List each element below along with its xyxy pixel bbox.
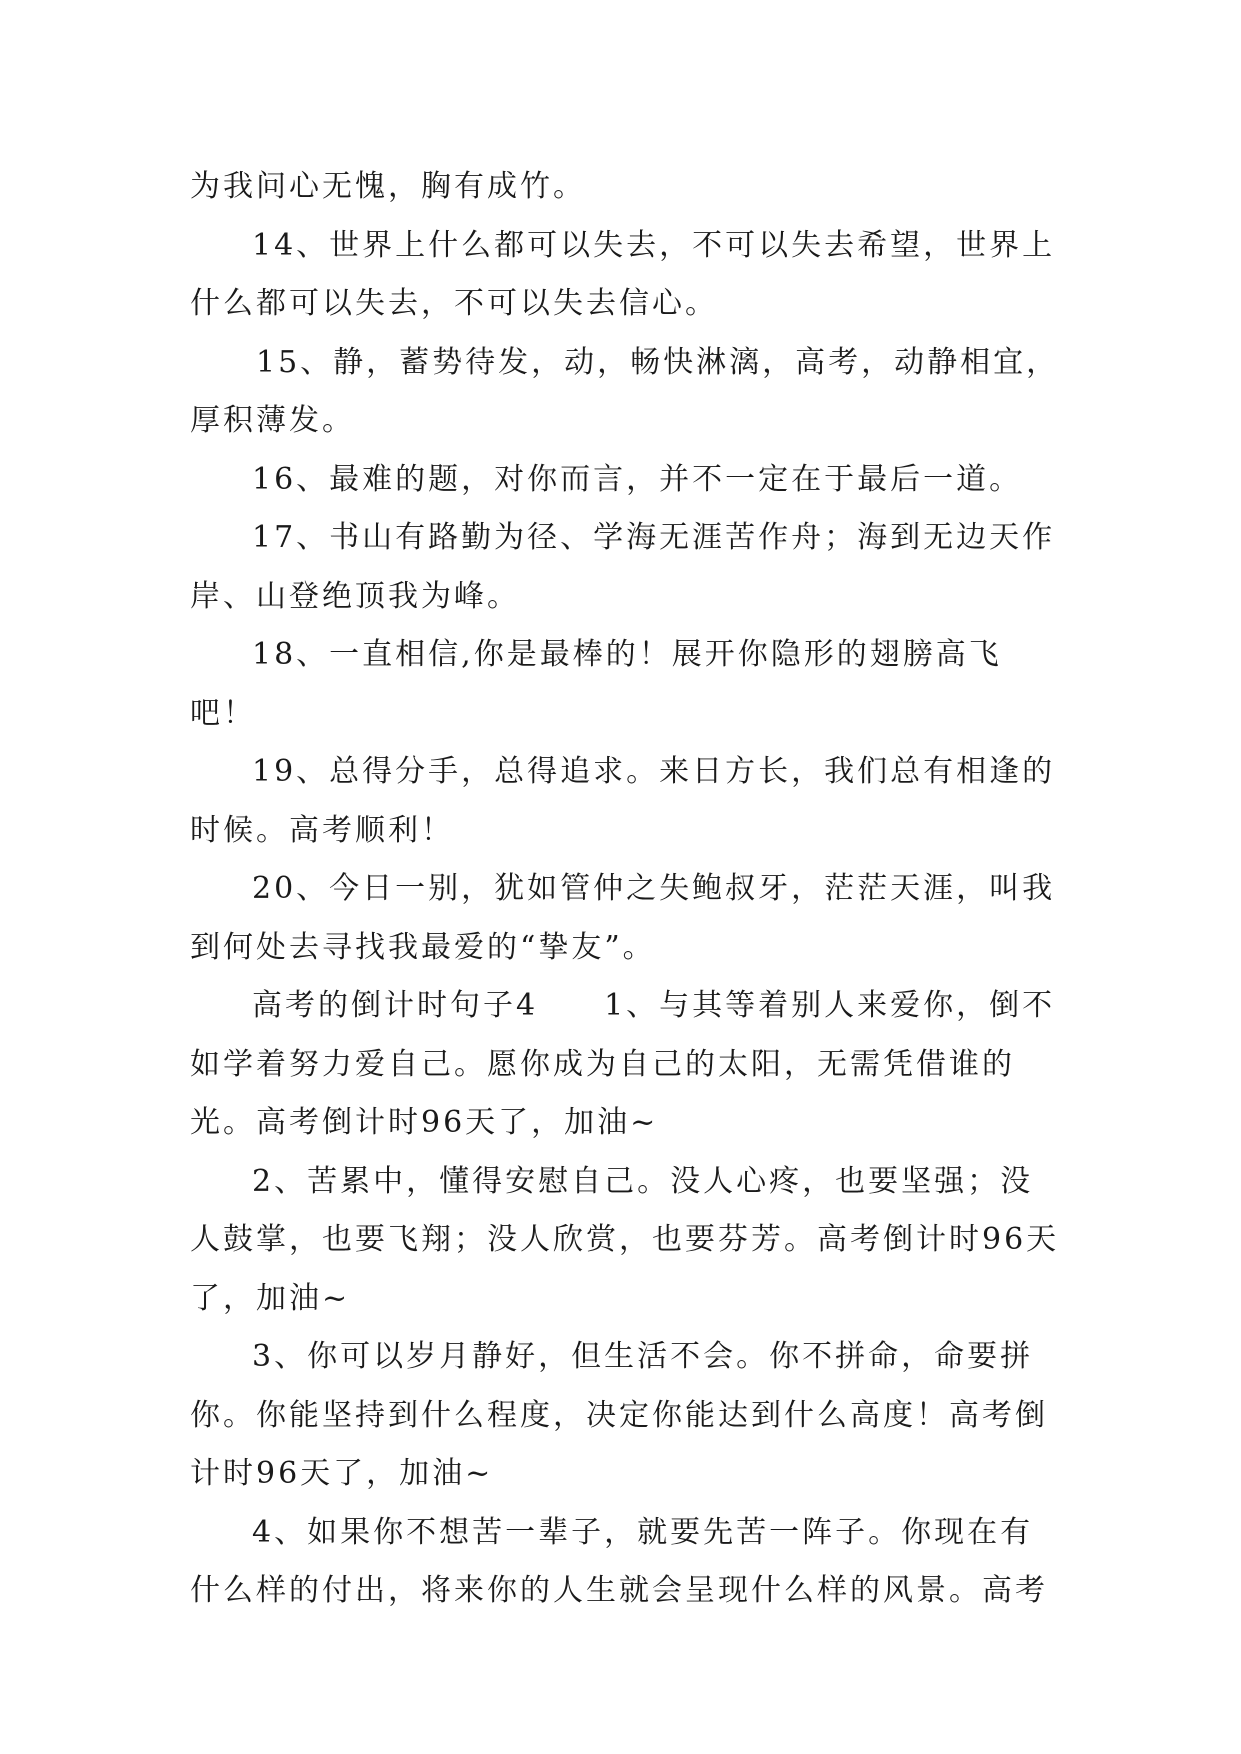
paragraph: 18、一直相信,你是最棒的！展开你隐形的翅膀高飞吧！ (190, 637, 1002, 731)
paragraph: 19、总得分手，总得追求。来日方长，我们总有相逢的时候。高考顺利！ (190, 754, 1056, 848)
document-body (190, 158, 1060, 1621)
paragraph: 15、静，蓄势待发，动，畅快淋漓，高考，动静相宜，厚积薄发。 (190, 344, 1060, 438)
paragraph: 3、你可以岁月静好，但生活不会。你不拼命，命要拼你。你能坚持到什么程度，决定你能达到什么高度！高考倒计时96天了，加油~ (190, 1339, 1048, 1491)
paragraph: 高考的倒计时句子4 1、与其等着别人来爱你，倒不如学着努力爱自己。愿你成为自己的太阳，无需凭借谁的光。高考倒计时96天了，加油~ (190, 988, 1056, 1140)
paragraph: 14、世界上什么都可以失去，不可以失去希望，世界上什么都可以失去，不可以失去信心。 (190, 227, 1056, 321)
paragraph: 17、书山有路勤为径、学海无涯苦作舟；海到无边天作岸、山登绝顶我为峰。 (190, 520, 1056, 614)
paragraph: 4、如果你不想苦一辈子，就要先苦一阵子。你现在有什么样的付出，将来你的人生就会呈现什么样的风景。高考 (190, 1514, 1048, 1608)
paragraph: 2、苦累中，懂得安慰自己。没人心疼，也要坚强；没人鼓掌，也要飞翔；没人欣赏，也要芬芳。高考倒计时96天了，加油~ (190, 1163, 1060, 1316)
paragraph: 为我问心无愧，胸有成竹。 (190, 169, 586, 204)
paragraph: 20、今日一别，犹如管仲之失鲍叔牙，茫茫天涯，叫我到何处去寻找我最爱的“挚友”。 (190, 871, 1056, 965)
paragraph: 16、最难的题，对你而言，并不一定在于最后一道。 (252, 461, 1023, 497)
